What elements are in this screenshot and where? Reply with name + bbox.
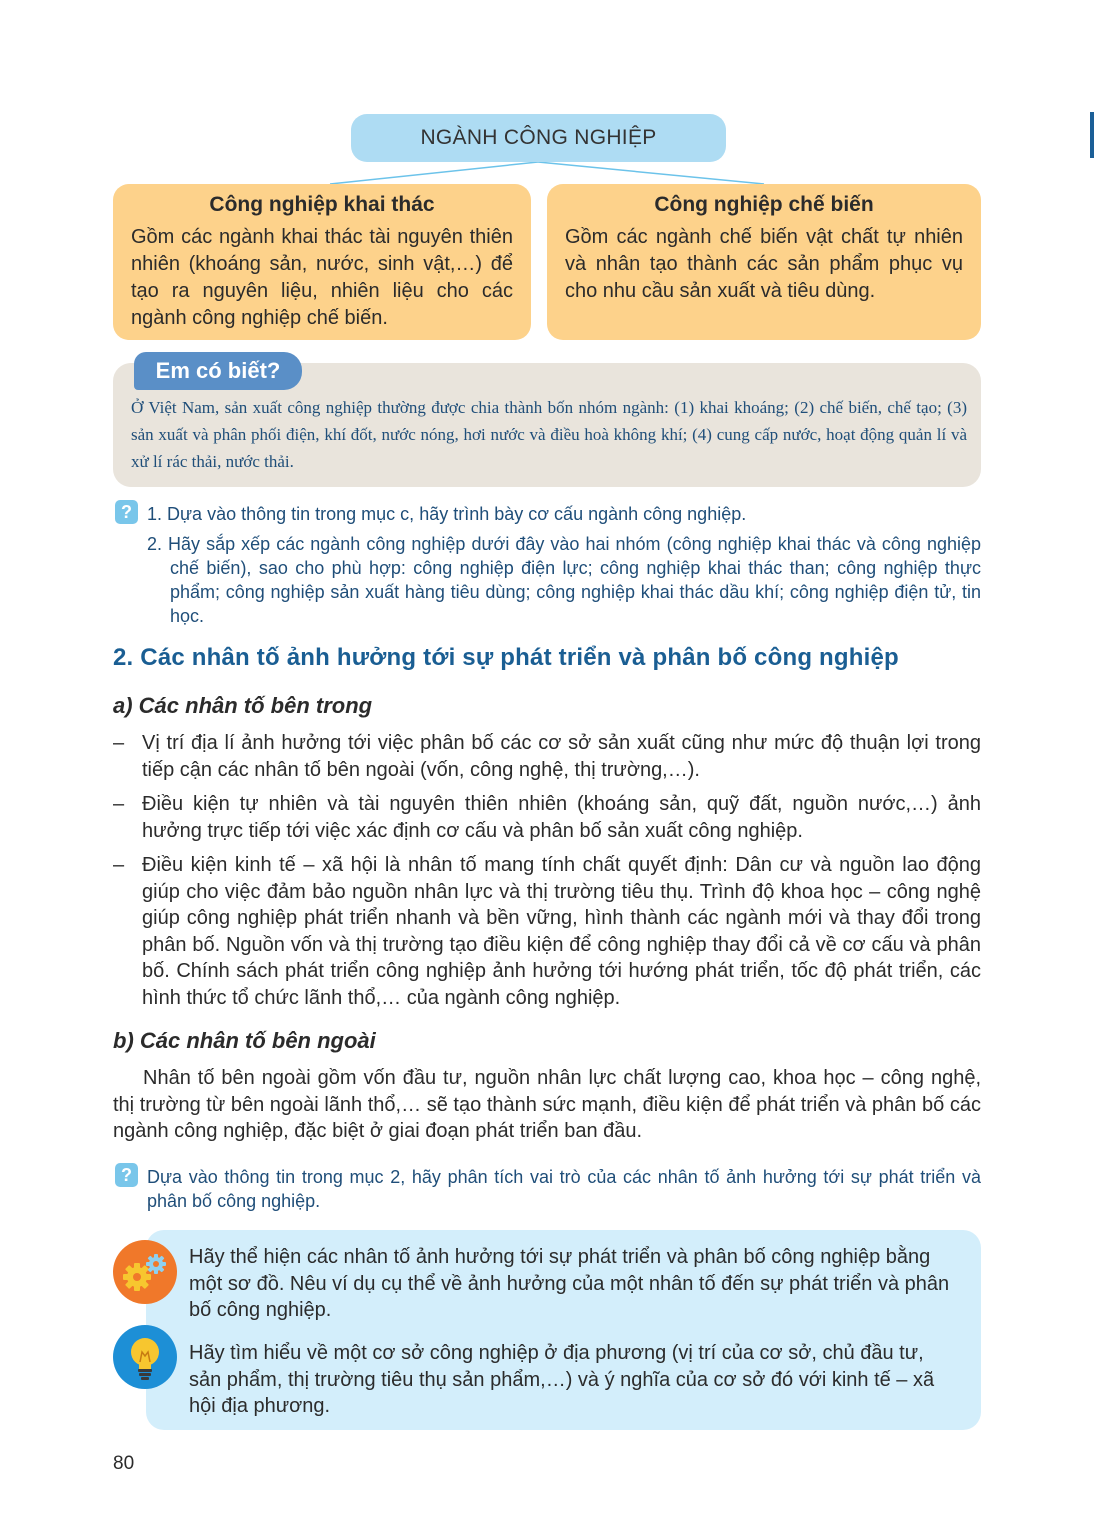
category-text-processing: Gồm các ngành chế biến vật chất tự nhiên và nhân tạo thành các sản phẩm phục vụ cho nhu cầu sản xuất và tiêu dùng. <box>565 226 963 302</box>
did-you-know-tag: Em có biết? <box>134 352 302 390</box>
category-title-processing: Công nghiệp chế biến <box>654 193 874 216</box>
category-box-extraction <box>113 184 531 340</box>
question-section-2-text: Dựa vào thông tin trong mục 2, hãy phân tích vai trò của các nhân tố ảnh hưởng tới sự phát triển và phân bố công nghiệp. <box>147 1167 981 1211</box>
question-icon: ? <box>115 1163 138 1187</box>
tree-connector-lines <box>0 0 1094 200</box>
page-number: 80 <box>113 1453 135 1474</box>
practice-activity-text: Hãy thể hiện các nhân tố ảnh hưởng tới sự phát triển và phân bố công nghiệp bằng một sơ đồ. Nêu ví dụ cụ thể về ảnh hưởng của một nhân tố đến sự phát triển và phân bố công nghiệp. <box>189 1246 950 1321</box>
category-box-processing <box>547 184 981 340</box>
category-title-extraction: Công nghiệp khai thác <box>209 193 435 216</box>
question-2-text: 2. Hãy sắp xếp các ngành công nghiệp dưới đây vào hai nhóm (công nghiệp khai thác và công nghiệp chế biến), sao cho phù hợp: công nghiệp điện lực; công nghiệp khai thác than; công nghiệp thực phẩm; công nghiệp sản xuất hàng tiêu dùng; công nghiệp khai thác dầu khí; công nghiệp điện tử, tin học. <box>147 534 981 626</box>
subheading-a: a) Các nhân tố bên trong <box>113 693 373 718</box>
category-text-extraction: Gồm các ngành khai thác tài nguyên thiên nhiên (khoáng sản, nước, sinh vật,…) để tạo ra nguyên liệu, nhiên liệu cho các ngành công nghiệp chế biến. <box>131 226 513 329</box>
tree-root-box <box>351 114 726 162</box>
section-2-heading: 2. Các nhân tố ảnh hưởng tới sự phát triển và phân bố công nghiệp <box>113 644 899 671</box>
bullet-dash: – <box>113 793 125 815</box>
question-1-text: 1. Dựa vào thông tin trong mục c, hãy trình bày cơ cấu ngành công nghiệp. <box>147 504 747 524</box>
bullet-dash: – <box>113 854 125 876</box>
apply-activity-text: Hãy tìm hiểu về một cơ sở công nghiệp ở địa phương (vị trí của cơ sở, chủ đầu tư, sản phẩm, thị trường tiêu thụ sản phẩm,…) và ý nghĩa của cơ sở đó với kinh tế – xã hội địa phương. <box>189 1342 935 1417</box>
bullet-item-natural: Điều kiện tự nhiên và tài nguyên thiên nhiên (khoáng sản, quỹ đất, nguồn nước,…) ảnh hưởng trực tiếp tới việc xác định cơ cấu và phân bố sản xuất công nghiệp. <box>142 793 981 842</box>
question-icon: ? <box>115 500 138 524</box>
lightbulb-icon <box>113 1325 177 1389</box>
tree-root-label: NGÀNH CÔNG NGHIỆP <box>420 126 657 149</box>
bullet-dash: – <box>113 732 125 754</box>
bullet-item-location: Vị trí địa lí ảnh hưởng tới việc phân bố các cơ sở sản xuất cũng như mức độ thuận lợi trong tiếp cận các nhân tố bên ngoài (vốn, công nghệ, thị trường,…). <box>142 732 981 781</box>
subheading-b: b) Các nhân tố bên ngoài <box>113 1028 376 1053</box>
page-edge-marker <box>1090 112 1094 158</box>
bullet-item-socioeconomic: Điều kiện kinh tế – xã hội là nhân tố mang tính chất quyết định: Dân cư và nguồn lao động giúp cho việc đảm bảo nguồn nhân lực và thị trường tiêu thụ. Trình độ khoa học – công nghệ giúp công nghiệp phát triển nhanh và bền vững, hình thành các ngành mới và thay đổi trong phân bố. Nguồn vốn và thị trường tạo điều kiện để công nghiệp thay đổi cả về cơ cấu và phân bố. Chính sách phát triển công nghiệp ảnh hưởng tới hướng phát triển, tốc độ phát triển, các hình thức tổ chức lãnh thổ,… của ngành công nghiệp. <box>142 854 981 1009</box>
did-you-know-text: Ở Việt Nam, sản xuất công nghiệp thường được chia thành bốn nhóm ngành: (1) khai khoáng; (2) chế biến, chế tạo; (3) sản xuất và phân phối điện, khí đốt, nước nóng, hơi nước và điều hoà không khí; (4) cung cấp nước, hoạt động quản lí và xử lí rác thải, nước thải. <box>131 398 967 471</box>
paragraph-external-factors: Nhân tố bên ngoài gồm vốn đầu tư, nguồn nhân lực chất lượng cao, khoa học – công nghệ, thị trường từ bên ngoài lãnh thổ,… sẽ tạo thành sức mạnh, điều kiện để phát triển và phân bố các ngành công nghiệp, đặc biệt ở giai đoạn phát triển ban đầu. <box>113 1067 981 1142</box>
gears-icon <box>113 1240 177 1304</box>
